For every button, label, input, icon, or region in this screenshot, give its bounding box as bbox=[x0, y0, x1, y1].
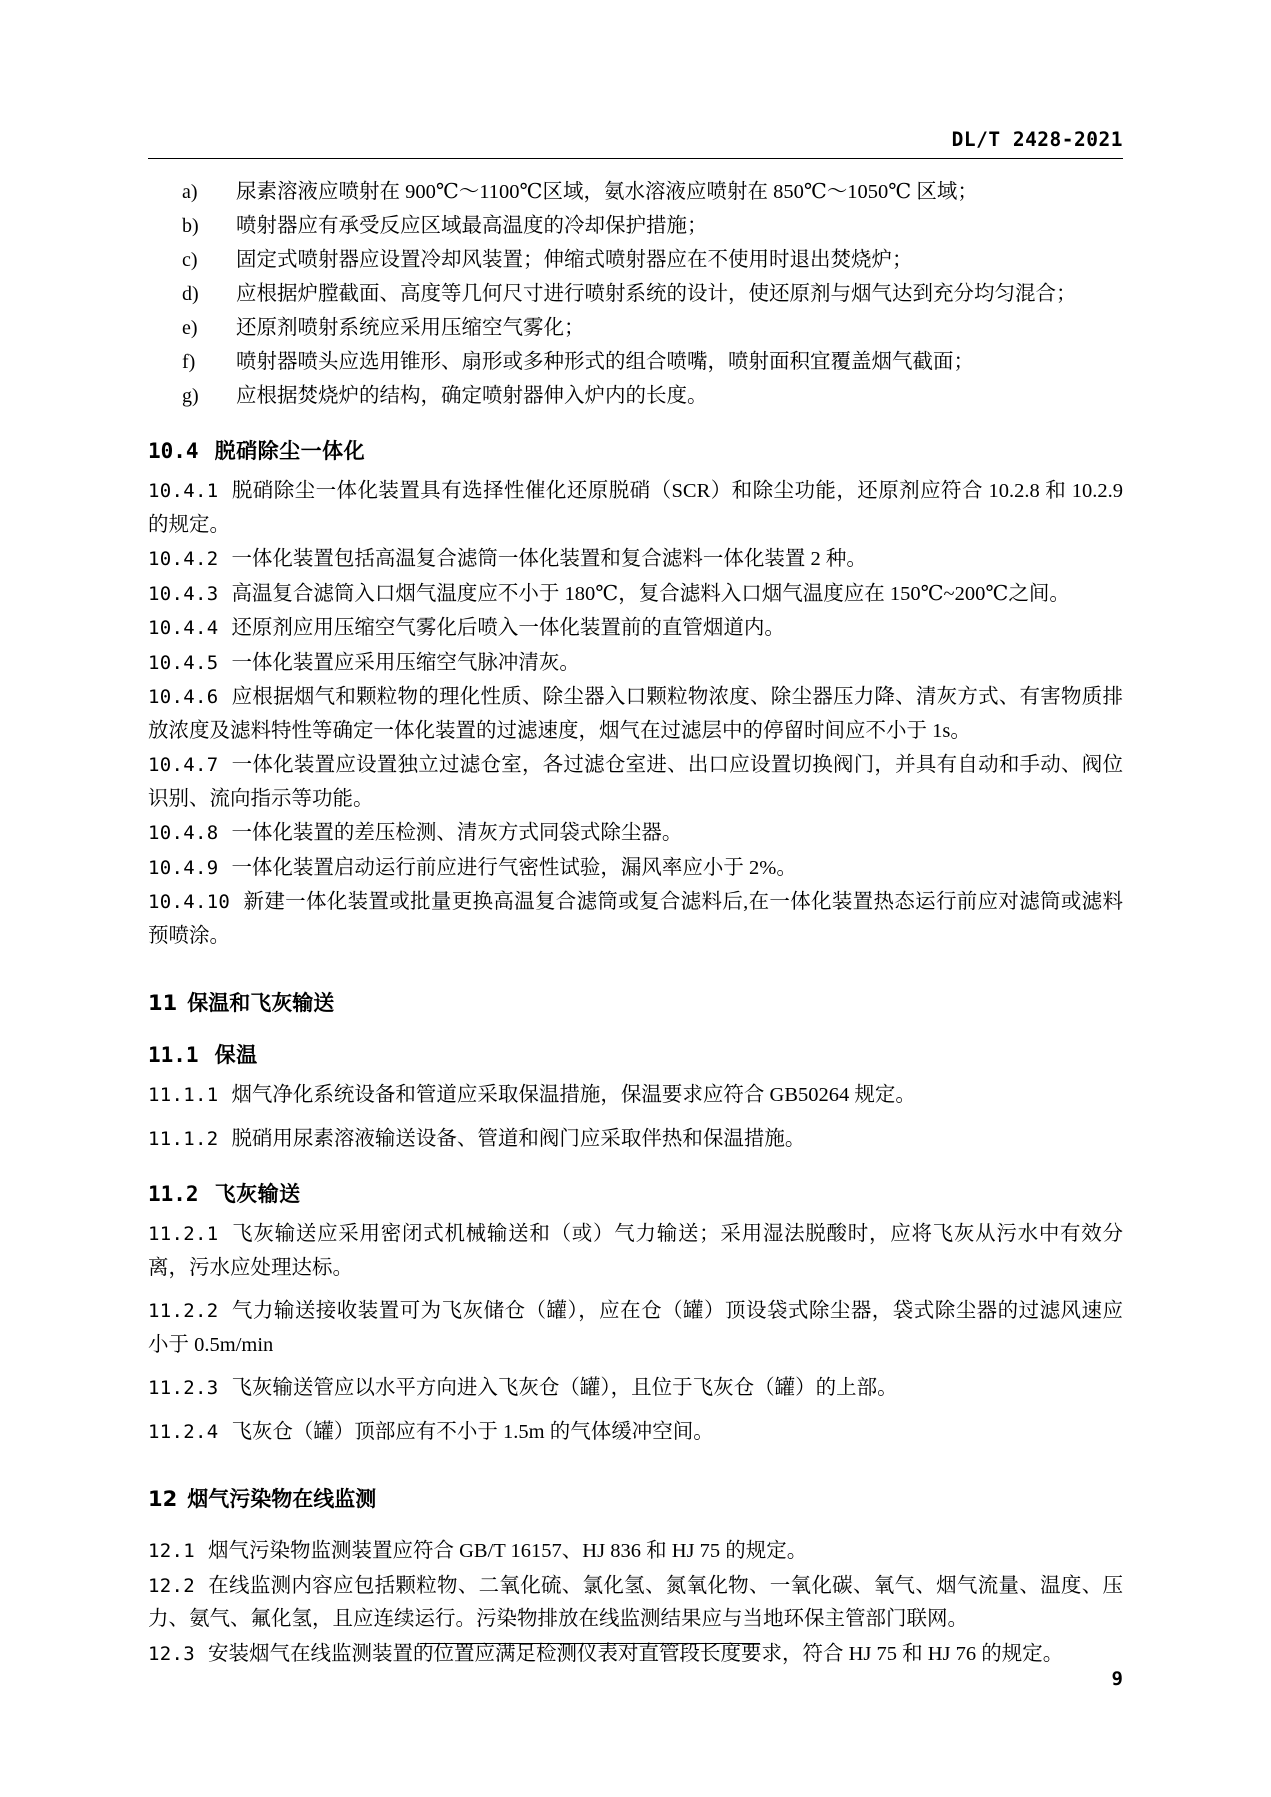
list-item-text: 尿素溶液应喷射在 900℃～1100℃区域，氨水溶液应喷射在 850℃～1050℃ 区域； bbox=[236, 181, 978, 203]
paragraph-text: 在线监测内容应包括颗粒物、二氧化硫、氯化氢、氮氧化物、一氧化碳、氧气、烟气流量、温度、压力、氨气、氟化氢，且应连续运行。污染物排放在线监测结果应与当地环保主管部门联网。 bbox=[148, 1574, 1123, 1630]
paragraph-number: 10.4.3 bbox=[148, 582, 219, 605]
paragraph-number: 10.4.8 bbox=[148, 822, 219, 844]
paragraph-text: 一体化装置启动运行前应进行气密性试验，漏风率应小于 2%。 bbox=[231, 856, 797, 879]
paragraph bbox=[148, 681, 1123, 748]
paragraph-text: 脱硝除尘一体化装置具有选择性催化还原脱硝（SCR）和除尘功能，还原剂应符合 10.2.8 和 10.2.9 的规定。 bbox=[148, 480, 1123, 536]
section-number: 11.2 bbox=[148, 1182, 199, 1206]
page-number: 9 bbox=[1111, 1668, 1123, 1690]
page-content bbox=[148, 128, 1123, 1672]
list-item bbox=[148, 176, 1123, 209]
list-item-text: 应根据炉膛截面、高度等几何尺寸进行喷射系统的设计，使还原剂与烟气达到充分均匀混合； bbox=[236, 283, 1077, 305]
section-heading-10-4 bbox=[148, 435, 1123, 465]
section-heading-11-1 bbox=[148, 1039, 1123, 1069]
paragraph-text: 应根据烟气和颗粒物的理化性质、除尘器入口颗粒物浓度、除尘器压力降、清灰方式、有害物质排放浓度及滤料特性等确定一体化装置的过滤速度，烟气在过滤层中的停留时间应不小于 1s。 bbox=[148, 686, 1123, 742]
section-number: 12 bbox=[148, 1487, 178, 1511]
list-item bbox=[148, 244, 1123, 277]
paragraph-number: 10.4.9 bbox=[148, 856, 219, 879]
list-item-text: 还原剂喷射系统应采用压缩空气雾化； bbox=[236, 317, 585, 339]
paragraph-number: 11.2.4 bbox=[148, 1420, 219, 1443]
paragraph bbox=[148, 612, 1123, 646]
paragraph bbox=[148, 1535, 1123, 1569]
list-item bbox=[148, 278, 1123, 311]
paragraph-text: 烟气净化系统设备和管道应采取保温措施，保温要求应符合 GB50264 规定。 bbox=[231, 1084, 916, 1106]
paragraph-number: 11.1.2 bbox=[148, 1127, 219, 1150]
paragraph bbox=[148, 647, 1123, 681]
list-item-marker: f) bbox=[182, 351, 196, 373]
list-item-marker: b) bbox=[182, 215, 199, 237]
paragraph-text: 新建一体化装置或批量更换高温复合滤筒或复合滤料后,在一体化装置热态运行前应对滤筒或滤料预喷涂。 bbox=[148, 891, 1123, 947]
paragraph-text: 安装烟气在线监测装置的位置应满足检测仪表对直管段长度要求，符合 HJ 75 和 HJ 76 的规定。 bbox=[207, 1642, 1064, 1665]
section-heading-12 bbox=[148, 1483, 1123, 1513]
paragraph bbox=[148, 1295, 1123, 1362]
paragraph-number: 10.4.5 bbox=[148, 651, 219, 674]
paragraph bbox=[148, 1123, 1123, 1157]
paragraph-number: 10.4.2 bbox=[148, 548, 219, 570]
paragraph-number: 11.1.1 bbox=[148, 1084, 219, 1106]
section-heading-11-2 bbox=[148, 1178, 1123, 1208]
paragraph-number: 10.4.10 bbox=[148, 891, 231, 913]
section-title: 保温 bbox=[214, 1043, 258, 1067]
paragraph bbox=[148, 817, 1123, 851]
lettered-list bbox=[148, 176, 1123, 413]
paragraph bbox=[148, 1218, 1123, 1285]
list-item-text: 喷射器喷头应选用锥形、扇形或多种形式的组合喷嘴，喷射面积宜覆盖烟气截面； bbox=[236, 351, 974, 373]
paragraph-text: 飞灰输送管应以水平方向进入飞灰仓（罐），且位于飞灰仓（罐）的上部。 bbox=[231, 1377, 898, 1399]
list-item bbox=[148, 380, 1123, 413]
paragraph bbox=[148, 475, 1123, 542]
paragraph-text: 还原剂应用压缩空气雾化后喷入一体化装置前的直管烟道内。 bbox=[231, 617, 785, 639]
paragraph-text: 飞灰输送应采用密闭式机械输送和（或）气力输送；采用湿法脱酸时，应将飞灰从污水中有效分离，污水应处理达标。 bbox=[148, 1223, 1123, 1279]
paragraph bbox=[148, 1079, 1123, 1113]
paragraph bbox=[148, 578, 1123, 612]
paragraph-number: 10.4.7 bbox=[148, 754, 219, 776]
section-number: 11.1 bbox=[148, 1043, 199, 1067]
list-item-marker: e) bbox=[182, 317, 198, 339]
paragraph-text: 飞灰仓（罐）顶部应有不小于 1.5m 的气体缓冲空间。 bbox=[231, 1420, 714, 1443]
paragraph-text: 一体化装置应采用压缩空气脉冲清灰。 bbox=[231, 651, 580, 674]
paragraph-text: 一体化装置包括高温复合滤筒一体化装置和复合滤料一体化装置 2 种。 bbox=[231, 548, 867, 570]
paragraph bbox=[148, 886, 1123, 953]
paragraph-number: 10.4.4 bbox=[148, 617, 219, 639]
list-item bbox=[148, 312, 1123, 345]
section-heading-11 bbox=[148, 987, 1123, 1017]
list-item-marker: c) bbox=[182, 249, 198, 271]
list-item-marker: g) bbox=[182, 385, 199, 407]
page-header bbox=[148, 128, 1123, 162]
standard-code: DL/T 2428-2021 bbox=[951, 128, 1123, 151]
paragraph bbox=[148, 1416, 1123, 1450]
paragraph-number: 11.2.3 bbox=[148, 1377, 219, 1399]
paragraph-text: 气力输送接收装置可为飞灰储仓（罐），应在仓（罐）顶设袋式除尘器，袋式除尘器的过滤风速应小于 0.5m/min bbox=[148, 1300, 1123, 1356]
paragraph-text: 烟气污染物监测装置应符合 GB/T 16157、HJ 836 和 HJ 75 的规定。 bbox=[207, 1540, 808, 1562]
list-item-text: 应根据焚烧炉的结构，确定喷射器伸入炉内的长度。 bbox=[236, 385, 708, 407]
paragraph-number: 12.1 bbox=[148, 1540, 195, 1562]
paragraph-number: 11.2.2 bbox=[148, 1300, 219, 1322]
section-number: 10.4 bbox=[148, 439, 199, 463]
list-item-marker: a) bbox=[182, 181, 198, 203]
list-item-text: 固定式喷射器应设置冷却风装置；伸缩式喷射器应在不使用时退出焚烧炉； bbox=[236, 249, 913, 271]
paragraph-text: 高温复合滤筒入口烟气温度应不小于 180℃，复合滤料入口烟气温度应在 150℃~200℃之间。 bbox=[231, 582, 1070, 605]
paragraph bbox=[148, 852, 1123, 886]
section-title: 烟气污染物在线监测 bbox=[187, 1487, 377, 1511]
paragraph-text: 一体化装置的差压检测、清灰方式同袋式除尘器。 bbox=[231, 822, 683, 844]
paragraph-number: 10.4.1 bbox=[148, 480, 219, 502]
paragraph-number: 12.2 bbox=[148, 1574, 195, 1597]
paragraph-number: 12.3 bbox=[148, 1642, 195, 1665]
footer-divider bbox=[420, 1643, 760, 1644]
paragraph-number: 11.2.1 bbox=[148, 1223, 219, 1245]
list-item-marker: d) bbox=[182, 283, 199, 305]
paragraph bbox=[148, 749, 1123, 816]
section-title: 脱硝除尘一体化 bbox=[214, 439, 366, 463]
paragraph bbox=[148, 1372, 1123, 1406]
paragraph bbox=[148, 1570, 1123, 1637]
paragraph-number: 10.4.6 bbox=[148, 686, 219, 708]
list-item-text: 喷射器应有承受反应区域最高温度的冷却保护措施； bbox=[236, 215, 708, 237]
paragraph bbox=[148, 543, 1123, 577]
paragraph-text: 脱硝用尿素溶液输送设备、管道和阀门应采取伴热和保温措施。 bbox=[231, 1127, 806, 1150]
paragraph-text: 一体化装置应设置独立过滤仓室，各过滤仓室进、出口应设置切换阀门，并具有自动和手动、阀位识别、流向指示等功能。 bbox=[148, 754, 1123, 810]
section-title: 飞灰输送 bbox=[214, 1182, 301, 1206]
header-divider bbox=[148, 158, 1123, 159]
section-number: 11 bbox=[148, 991, 178, 1015]
list-item bbox=[148, 210, 1123, 243]
section-title: 保温和飞灰输送 bbox=[187, 991, 335, 1015]
list-item bbox=[148, 346, 1123, 379]
